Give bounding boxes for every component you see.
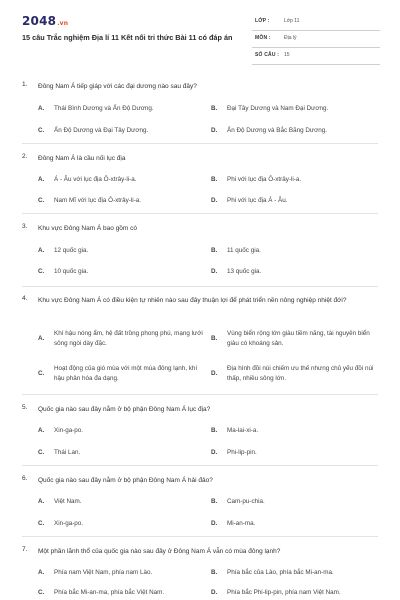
option-text: Hoạt động của gió mùa với một mùa đông lạnh, khí hậu phân hóa đa dạng. — [54, 365, 198, 382]
question-number: 1. — [22, 81, 28, 88]
option-letter: C. — [38, 127, 45, 134]
option-text: Phi-lip-pin. — [227, 449, 257, 456]
divider — [22, 213, 378, 214]
option-letter: B. — [211, 335, 218, 342]
option-letter: C. — [38, 520, 45, 527]
option-text: Phía bắc của Lào, phía bắc Mi-an-ma. — [227, 569, 334, 576]
question-number: 6. — [22, 475, 28, 482]
option-text: Xin-ga-po. — [54, 520, 84, 527]
meta-table — [252, 14, 380, 65]
divider — [22, 465, 378, 466]
document-header — [0, 0, 400, 64]
meta-label: MÔN : — [255, 35, 271, 41]
meta-value: Địa lý — [284, 35, 297, 41]
meta-value: 15 — [284, 52, 290, 58]
option-letter: B. — [211, 247, 218, 254]
option-text: Xin-ga-po. — [54, 427, 84, 434]
option-text: Phía bắc Mi-an-ma, phía bắc Việt Nam. — [54, 589, 165, 596]
option-letter: C. — [38, 197, 45, 204]
question-number: 5. — [22, 404, 28, 411]
option-letter: A. — [38, 247, 45, 254]
option-letter: C. — [38, 370, 45, 377]
option-text: Phi với lục địa Á - Âu. — [227, 197, 288, 204]
site-logo[interactable] — [22, 14, 68, 28]
option-text: Địa hình đồi núi chiếm ưu thế nhưng chủ yếu đồi núi thấp, nhiều sông lớn. — [227, 365, 374, 382]
option-text: Thái Bình Dương và Ấn Độ Dương. — [54, 105, 154, 112]
option-letter: D. — [211, 520, 218, 527]
option-text: Phía bắc Phi-lip-pin, phía nam Việt Nam. — [227, 589, 341, 596]
option-letter: D. — [211, 370, 218, 377]
option-letter: D. — [211, 127, 218, 134]
option-letter: A. — [38, 335, 45, 342]
question-number: 2. — [22, 153, 28, 160]
option-text: Nam Mĩ với lục địa Ô-xtrây-li-a. — [54, 197, 142, 204]
option-text: Phía nam Việt Nam, phía nam Lào. — [54, 569, 153, 576]
option-text: Ấn Độ Dương và Đại Tây Dương. — [54, 127, 149, 134]
meta-label: SỐ CÂU : — [255, 52, 280, 58]
option-letter: A. — [38, 105, 45, 112]
option-letter: A. — [38, 427, 45, 434]
meta-row-subject — [252, 31, 380, 48]
option-text: Việt Nam. — [54, 498, 82, 505]
divider — [22, 394, 378, 395]
document-title: 15 câu Trắc nghiệm Địa lí 11 Kết nối tri thức Bài 11 có đáp án — [22, 33, 233, 42]
option-letter: C. — [38, 449, 45, 456]
question-text: Khu vực Đông Nam Á bao gồm có — [38, 225, 138, 232]
option-letter: C. — [38, 589, 45, 596]
option-letter: A. — [38, 498, 45, 505]
question-number: 3. — [22, 223, 28, 230]
question-text: Đông Nam Á là cầu nối lục địa — [38, 155, 126, 162]
option-text: 10 quốc gia. — [54, 268, 89, 275]
question-text: Một phần lãnh thổ của quốc gia nào sau đây ở Đông Nam Á vẫn có mùa đông lạnh? — [38, 548, 281, 555]
divider — [22, 536, 378, 537]
meta-label: LỚP : — [255, 18, 270, 24]
option-text: Cam-pu-chia. — [227, 498, 265, 505]
divider — [22, 143, 378, 144]
option-letter: D. — [211, 589, 218, 596]
divider — [22, 286, 378, 287]
option-letter: B. — [211, 569, 218, 576]
question-text: Khu vực Đông Nam Á có điều kiện tự nhiên nào sau đây thuận lợi để phát triển nền nông nghiệp nhiệt đới? — [38, 297, 347, 304]
option-letter: A. — [38, 569, 45, 576]
option-text: Ma-lai-xi-a. — [227, 427, 259, 434]
question-text: Đông Nam Á tiếp giáp với các đại dương nào sau đây? — [38, 83, 197, 90]
option-text: Khí hậu nóng ẩm, hệ đất trồng phong phú, mạng lưới sông ngòi dày đặc. — [54, 330, 203, 347]
option-text: Á - Âu với lục địa Ô-xtrây-li-a. — [54, 176, 137, 183]
logo-brand: 2048 — [22, 14, 57, 28]
option-text: 13 quốc gia. — [227, 268, 262, 275]
option-letter: D. — [211, 268, 218, 275]
question-text: Quốc gia nào sau đây nằm ở bộ phận Đông Nam Á hải đảo? — [38, 477, 213, 484]
option-text: Mi-an-ma. — [227, 520, 256, 527]
option-letter: D. — [211, 197, 218, 204]
meta-value: Lớp 11 — [284, 18, 300, 24]
question-number: 7. — [22, 546, 28, 553]
option-text: Thái Lan. — [54, 449, 81, 456]
option-letter: B. — [211, 427, 218, 434]
option-letter: B. — [211, 176, 218, 183]
option-text: Phi với lục địa Ô-xtrây-li-a. — [227, 176, 302, 183]
option-letter: C. — [38, 268, 45, 275]
question-text: Quốc gia nào sau đây nằm ở bộ phận Đông Nam Á lục địa? — [38, 406, 211, 413]
option-text: Ấn Độ Dương và Bắc Băng Dương. — [227, 127, 327, 134]
question-number: 4. — [22, 295, 28, 302]
option-text: Đại Tây Dương và Nam Đại Dương. — [227, 105, 329, 112]
option-text: 12 quốc gia. — [54, 247, 89, 254]
logo-suffix: .vn — [57, 20, 69, 27]
option-letter: B. — [211, 498, 218, 505]
option-letter: A. — [38, 176, 45, 183]
meta-row-count — [252, 48, 380, 65]
option-letter: D. — [211, 449, 218, 456]
meta-row-class — [252, 14, 380, 31]
option-text: Vùng biển rộng lớn giàu tiềm năng, tài nguyên biển giàu có khoáng sản. — [227, 330, 370, 347]
option-letter: B. — [211, 105, 218, 112]
option-text: 11 quốc gia. — [227, 247, 261, 254]
